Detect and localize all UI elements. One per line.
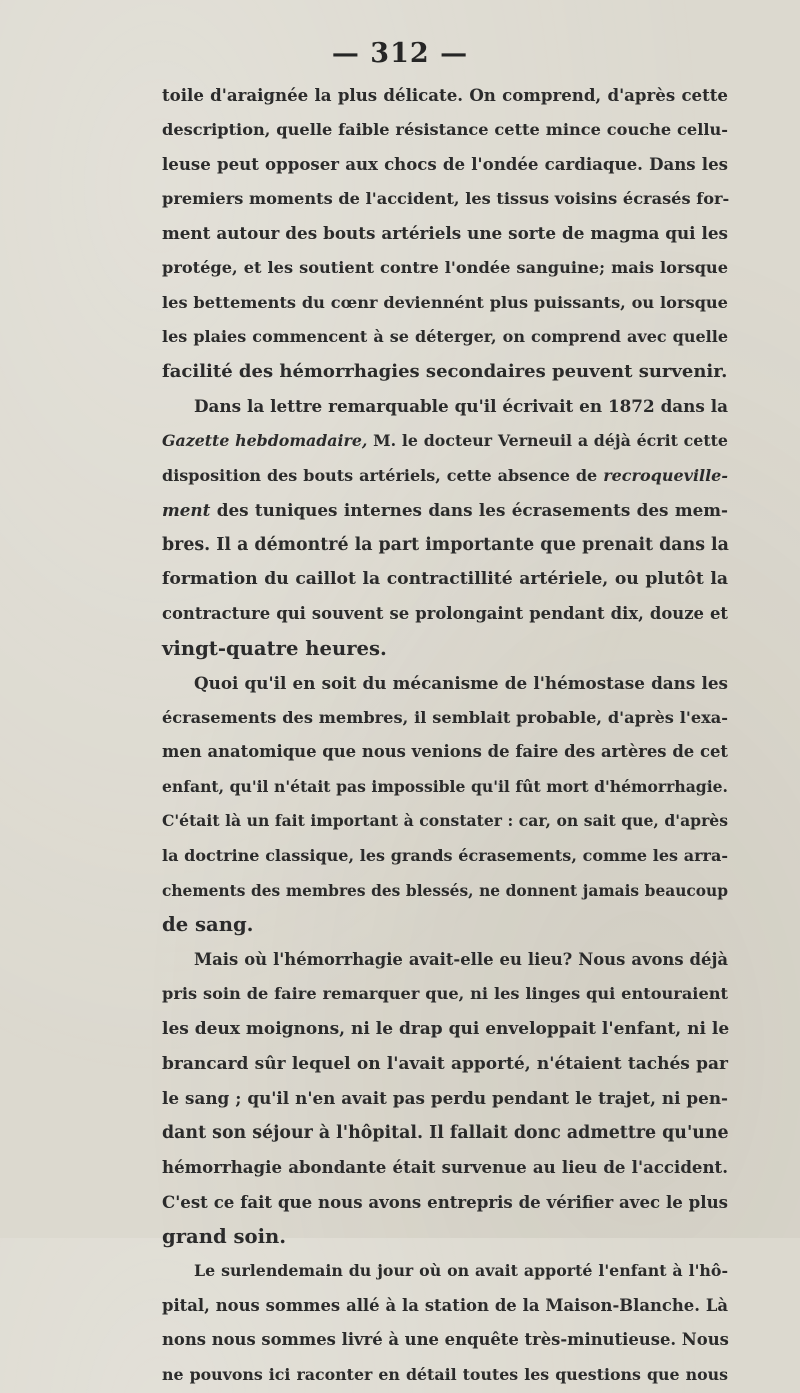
text-run: bres. Il a démontré la part importante que prenait dans la — [162, 534, 729, 555]
text-line: de sang. — [162, 913, 254, 937]
text-line: pris soin de faire remarquer que, ni les linges qui entouraient — [162, 984, 728, 1004]
text-line — [162, 424, 728, 459]
italic-title: Gazette hebdomadaire, — [162, 430, 368, 450]
paragraph — [162, 943, 728, 1254]
text-line: ne pouvons ici raconter en détail toutes les questions que nous — [162, 1364, 728, 1384]
text-line: toile d'araignée la plus délicate. On comprend, d'après cette — [162, 85, 728, 105]
text-line: protége, et les soutient contre l'ondée sanguine; mais lorsque — [162, 257, 728, 277]
text-line: description, quelle faible résistance cette mince couche cellu- — [162, 119, 728, 139]
paragraph — [162, 78, 728, 389]
text-run: disposition des bouts artériels, cette absence de — [162, 465, 604, 485]
text-run: M. le docteur Verneuil a déjà écrit cette — [367, 430, 728, 450]
text-line: hémorrhagie abondante était survenue au lieu de l'accident. — [162, 1157, 728, 1178]
text-line: C'était là un fait important à constater : car, on sait que, d'après — [162, 811, 728, 831]
text-run: des tuniques internes dans les écrasements des mem- — [210, 500, 728, 521]
text-line: écrasements des membres, il semblait probable, d'après l'exa- — [162, 707, 728, 727]
text-line: Quoi qu'il en soit du mécanisme de l'hémostase dans les — [194, 673, 728, 694]
text-line: ment autour des bouts artériels une sorte de magma qui les — [162, 223, 728, 244]
text-line: leuse peut opposer aux chocs de l'ondée cardiaque. Dans les — [162, 154, 728, 175]
text-run: vingt-quatre heures. — [162, 636, 387, 660]
text-line: nons nous sommes livré à une enquête très-minutieuse. Nous — [162, 1330, 729, 1350]
italic-term: recroqueville- — [603, 465, 728, 485]
text-run: contracture qui souvent se prolongaint pendant dix, douze et — [162, 603, 728, 623]
text-line: grand soin. — [162, 1224, 287, 1248]
text-line: dant son séjour à l'hôpital. Il fallait donc admettre qu'une — [162, 1122, 729, 1143]
text-line: Le surlendemain du jour où on avait apporté l'enfant à l'hô- — [194, 1261, 728, 1281]
text-line: premiers moments de l'accident, les tissus voisins écrasés for- — [162, 188, 730, 208]
text-line: les plaies commencent à se déterger, on comprend avec quelle — [162, 327, 728, 347]
text-line: les deux moignons, ni le drap qui enveloppait l'enfant, ni le — [162, 1019, 730, 1040]
text-line — [162, 597, 728, 632]
text-line — [162, 389, 728, 424]
text-line — [162, 562, 728, 597]
paragraph — [162, 666, 728, 943]
page-number: — 312 — — [331, 38, 469, 69]
text-line: men anatomique que nous venions de faire des artères de cet — [162, 742, 728, 762]
paragraph — [162, 389, 728, 666]
text-run: Dans la lettre remarquable qu'il écrivait en 1872 dans la — [194, 396, 728, 417]
text-line: pital, nous sommes allé à la station de la Maison-Blanche. Là — [162, 1295, 728, 1315]
text-line — [162, 632, 728, 667]
text-line — [162, 493, 728, 528]
text-line — [162, 528, 728, 563]
italic-term: ment — [162, 500, 211, 521]
text-line: Mais où l'hémorrhagie avait-elle eu lieu? Nous avons déjà — [194, 949, 728, 969]
text-run: formation du caillot la contractillité artériele, ou plutôt la — [162, 569, 728, 590]
text-line: facilité des hémorrhagies secondaires peuvent survenir. — [162, 360, 728, 382]
text-line: enfant, qu'il n'était pas impossible qu'il fût mort d'hémorrhagie. — [162, 776, 728, 796]
text-line: brancard sûr lequel on l'avait apporté, n'étaient tachés par — [162, 1053, 728, 1074]
text-line: chements des membres des blessés, ne donnent jamais beaucoup — [162, 881, 728, 900]
text-line: les bettements du cœnr deviennént plus puissants, ou lorsque — [162, 292, 728, 312]
paragraph — [162, 1254, 728, 1392]
text-line: C'est ce fait que nous avons entrepris de vérifier avec le plus — [162, 1192, 728, 1212]
text-line: le sang ; qu'il n'en avait pas perdu pendant le trajet, ni pen- — [162, 1088, 728, 1109]
body-text — [162, 78, 728, 1393]
text-line — [162, 459, 728, 494]
text-line: la doctrine classique, les grands écrasements, comme les arra- — [162, 846, 728, 866]
